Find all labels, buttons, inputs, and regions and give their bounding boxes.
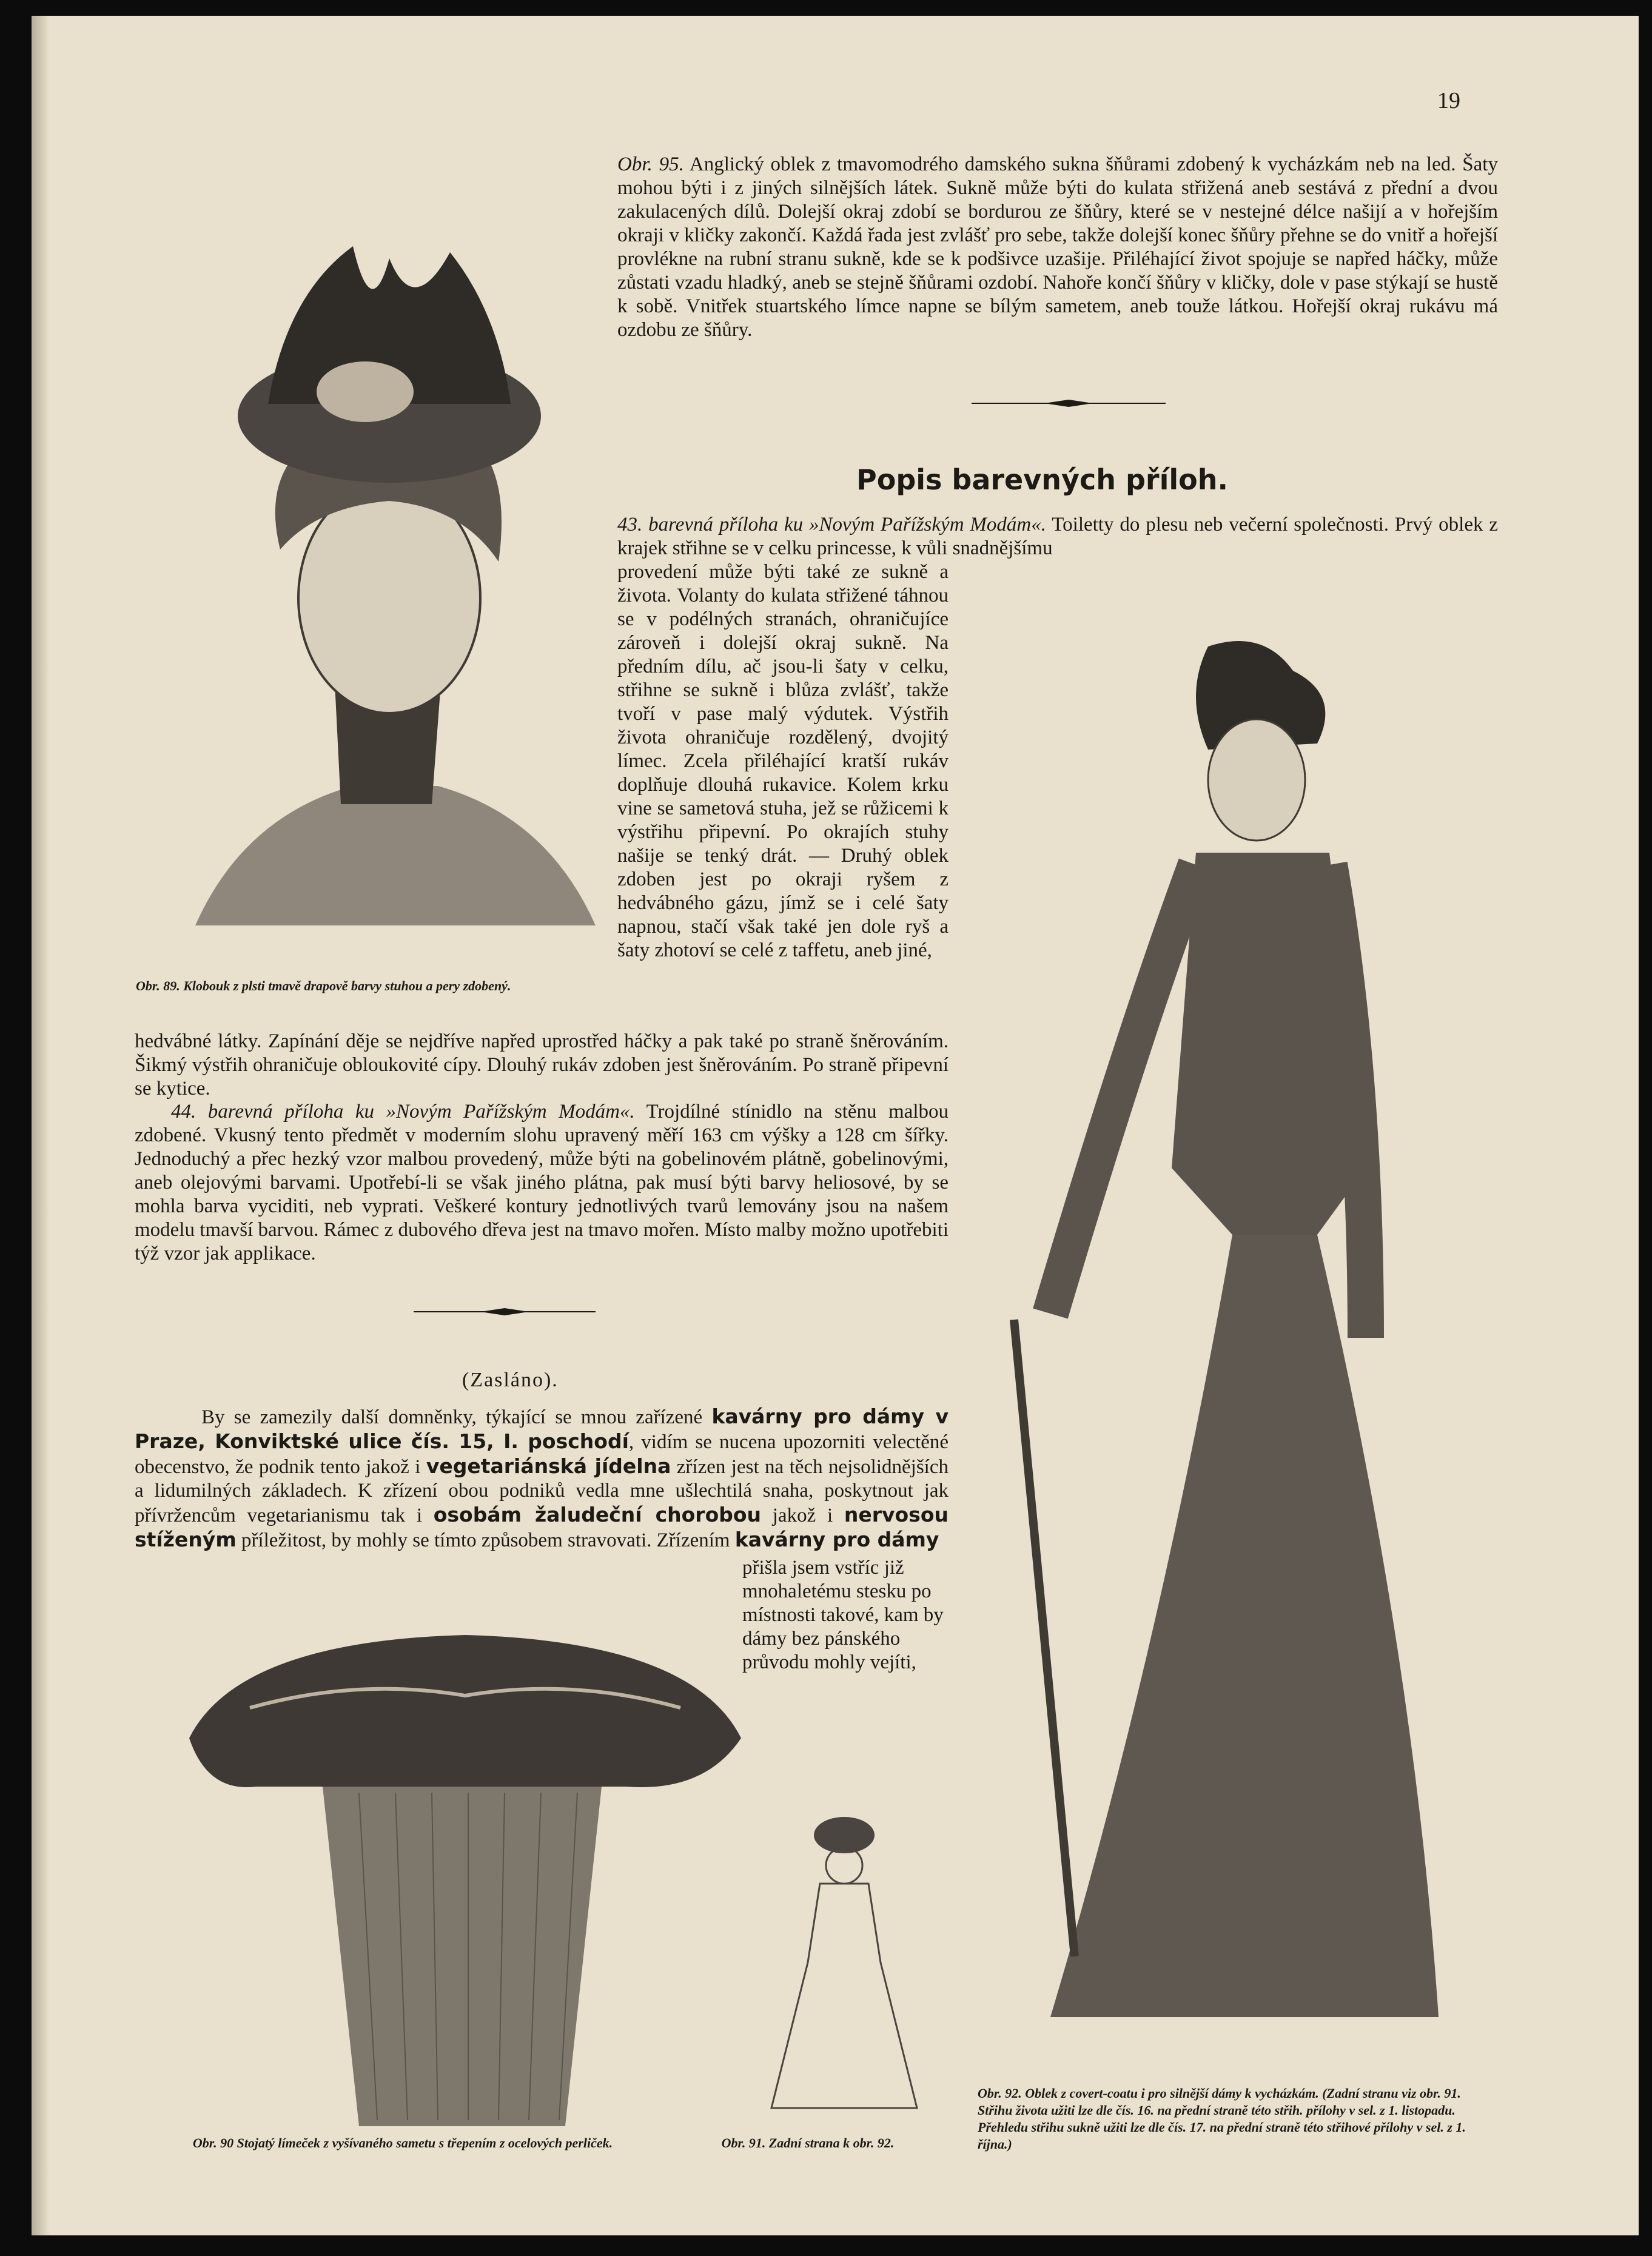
p43-intro-text: Toiletty do plesu neb večerní společnosti. Prvý oblek z krajek střihne se v celku princesse, k vůli snadnějšímu: [617, 514, 1498, 559]
zaslano-bold-nervosou: nervosou stíženým: [135, 1503, 949, 1551]
zaslano-paragraph: [135, 1405, 949, 1553]
caption-obr89: Obr. 89. Klobouk z plsti tmavě drapově barvy stuhou a pery zdobený.: [136, 978, 511, 993]
ornament-divider-2: [414, 1308, 596, 1316]
zaslano-text-4: jakož i: [761, 1505, 844, 1526]
p44-paragraph: [135, 1100, 949, 1266]
obr95-text: Anglický oblek z tmavomodrého damského sukna šňůrami zdobený k vycházkám neb na led. Šaty mohou býti i z jiných silnějších látek. Sukně může býti do kulata střižená aneb sestává z přední a dvou zakulacených dílů. Dolejší okraj zdobí se bordurou ze šňůry, které se v nestejné délce našijí a v hořejším okraji v kličky zakončí. Každá řada jest zvlášť pro sebe, takže dolejší konec šňůry přehne se do vnitř a hořejší provlékne na rubní stranu sukně, kde se k podšivce uzašije. Přiléhající život spojuje se napřed háčky, může zůstati vzadu hladký, aneb se stejně šňůrami ozdobí. Nahoře končí šňůry v kličky, dole v pase stýkají se hustě k sobě. Vnitřek stuartského límce napne se bílým sametem, aneb touže látkou. Hořejší okraj rukávu má ozdobu ze šňůry.: [617, 153, 1498, 341]
magazine-page: [32, 16, 1639, 2235]
collar-engraving-illustration: [177, 1629, 753, 2132]
zaslano-narrow: přišla jsem vstříc již mnohaletému stesku po místnosti takové, kam by dámy bez pánského průvodu mohly vejíti,: [742, 1557, 944, 1673]
section-title: Popis barevných příloh.: [856, 463, 1228, 496]
p44-label: 44. barevná příloha ku »Novým Pařížským Modám«.: [171, 1101, 635, 1123]
zaslano-bold-jidelna: vegetariánská jídelna: [426, 1454, 671, 1478]
p44-text: Trojdílné stínidlo na stěnu malbou zdobené. Vkusný tento předmět v moderním slohu upravený měří 163 cm výšky a 128 cm šířky. Jednoduchý a přec hezký vzor malbou provedený, může býti na gobelinovém plátně, gobelinovými, aneb olejovými barvami. Upotřebí-li se však jiného plátna, pak musí býti barvy heliosové, by se mohla barva vyciditi, neb vyprati. Veškeré kontury jednotlivých tvarů lemovány jsou na našem modelu tmavší barvou. Rámec z dubového dřeva jest na tmavo mořen. Místo malby možno upotřebiti týž vzor jak applikace.: [135, 1101, 949, 1264]
p43-column: provedení může býti také ze sukně a života. Volanty do kulata střižené táhnou se v podélných stranách, ohraničujíce zároveň i dolejší okraj sukně. Na předním dílu, ač jsou-li šaty v celku, střihne se sukně i blůza zvlášť, takže tvoří v pase malý výdutek. Výstřih života ohraničuje rozdělený, dvojitý límec. Zcela přiléhající kratší rukáv doplňuje dlouhá rukavice. Kolem krku vine se sametová stuha, jež se růžicemi k výstřihu připevní. Po okrajích stuhy našije se tenký drát. — Druhý oblek zdoben jest po okraji ryšem z hedvábného gázu, jímž se i celé šaty napnou, stačí však také jen dole ryš a šaty zhotoví se celé z taffetu, aneb jiné,: [617, 561, 949, 961]
page-spine-shadow: [32, 16, 50, 2235]
obr95-label: Obr. 95.: [617, 153, 684, 175]
p43-intro: [617, 513, 1498, 560]
caption-obr91: Obr. 91. Zadní strana k obr. 92.: [721, 2135, 895, 2150]
zaslano-heading: (Zasláno).: [462, 1369, 559, 1391]
zaslano-bold-chorobou: osobám žaludeční chorobou: [433, 1503, 762, 1526]
zaslano-text-1: By se zamezily další domněnky, týkající se mnou zařízené: [201, 1406, 712, 1428]
walking-dress-engraving-illustration: [978, 622, 1475, 2053]
caption-obr90: Obr. 90 Stojatý límeček z vyšívaného sametu s třepením z ocelových perliček.: [192, 2135, 613, 2150]
hat-engraving-illustration: [171, 222, 620, 974]
ornament-divider-1: [972, 399, 1166, 408]
zaslano-bold-kavarny: kavárny pro dámy: [734, 1528, 939, 1551]
obr95-paragraph: [617, 153, 1498, 342]
zaslano-text-5: příležitost, by mohly se tímto způsobem stravovati. Zřízením: [236, 1529, 735, 1551]
zaslano-bold-kavarna: kavárny pro dámy v Praze, Konviktské ulice čís. 15, I. poschodí: [135, 1405, 949, 1453]
zaslano-text-3: zřízen jest na těch nejsolidnějších a lidumilných základech. K zřízení obou podniků vedla mne ušlechtilá snaha, poskytnout jak přívržencům vegetarianismu tak i: [135, 1456, 949, 1526]
p43-label: 43. barevná příloha ku »Novým Pařížským Modám«.: [617, 514, 1046, 535]
page-number: 19: [1437, 88, 1460, 113]
zaslano-text-2: , vidím se nucena upozorniti velectěné obecenstvo, že podnik tento jakož i: [135, 1431, 949, 1478]
caption-obr92: Obr. 92. Oblek z covert-coatu i pro silnější dámy k vycházkám. (Zadní stranu viz obr. 91. Střihu života užiti lze dle čís. 16. na přední straně této střih. přílohy v sel. z 1. listopadu. Přehledu střihu sukně užiti lze dle čís. 17. na přední straně této střihové přílohy v sel. z 1. října.): [978, 2086, 1466, 2152]
back-view-sketch-illustration: [747, 1805, 953, 2120]
p43-continuation: hedvábné látky. Zapínání děje se nejdříve napřed uprostřed háčky a pak také po straně šněrováním. Šikmý výstřih ohraničuje obloukovité cípy. Dlouhý rukáv zdoben jest šněrováním. Po straně připevní se kytice.: [135, 1030, 949, 1099]
